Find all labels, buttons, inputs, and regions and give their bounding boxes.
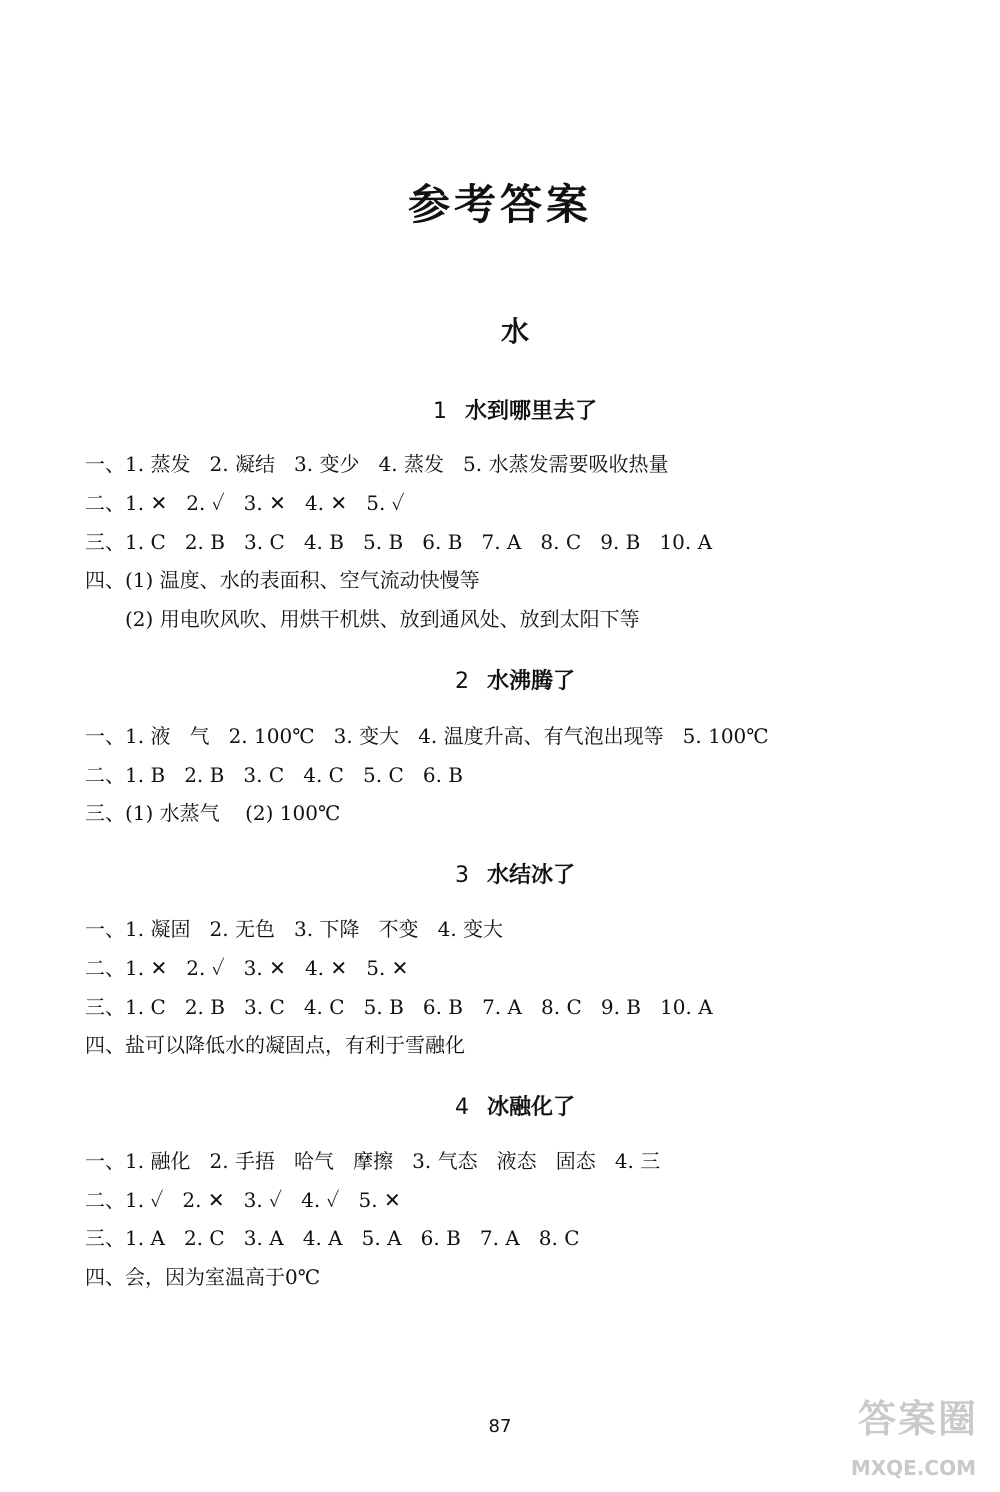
lesson-title: 水沸腾了: [486, 669, 575, 694]
lesson-number: 4: [454, 1095, 469, 1120]
lesson-title: 水结冰了: [486, 863, 575, 888]
answer-line: 一、1. 凝固 2. 无色 3. 下降 不变 4. 变大: [85, 917, 504, 941]
answer-line: 四、盐可以降低水的凝固点，有利于雪融化: [85, 1033, 465, 1057]
page-number: 87: [488, 1416, 512, 1437]
watermark-logo: [818, 1388, 978, 1480]
answer-line: 二、1. ✕ 2. ✓ 3. ✕ 4. ✕ 5. ✕: [85, 956, 409, 980]
answer-line: 三、(1) 水蒸气 (2) 100℃: [85, 801, 341, 825]
unit-heading: 水: [500, 315, 529, 348]
answer-line: 三、1. C 2. B 3. C 4. B 5. B 6. B 7. A 8. C 9. B 10. A: [85, 530, 713, 554]
lesson-title: 水到哪里去了: [464, 399, 597, 424]
answer-line: 四、会，因为室温高于0℃: [85, 1265, 321, 1289]
lesson-number: 2: [454, 669, 469, 694]
answer-line: 一、1. 融化 2. 手捂 哈气 摩擦 3. 气态 液态 固态 4. 三: [85, 1149, 661, 1173]
answer-line: 二、1. ✕ 2. ✓ 3. ✕ 4. ✕ 5. ✓: [85, 491, 405, 515]
answer-line: 一、1. 液 气 2. 100℃ 3. 变大 4. 温度升高、有气泡出现等 5. 100℃: [85, 724, 769, 748]
lesson-title: 冰融化了: [486, 1095, 575, 1120]
watermark-url: MXQE.COM: [850, 1456, 976, 1480]
lesson-heading-2: [0, 664, 1000, 695]
lesson-heading-3: [0, 858, 1000, 889]
answer-line: (2) 用电吹风吹、用烘干机烘、放到通风处、放到太阳下等: [125, 607, 640, 631]
watermark-main: 答案圈: [857, 1397, 978, 1441]
lesson-heading-4: [0, 1090, 1000, 1121]
lesson-number: 3: [454, 863, 469, 888]
answer-line: 二、1. ✓ 2. ✕ 3. ✓ 4. ✓ 5. ✕: [85, 1188, 401, 1212]
answer-line: 三、1. C 2. B 3. C 4. C 5. B 6. B 7. A 8. C 9. B 10. A: [85, 995, 713, 1019]
answer-line: 一、1. 蒸发 2. 凝结 3. 变少 4. 蒸发 5. 水蒸发需要吸收热量: [85, 452, 669, 476]
lesson-heading-1: [0, 394, 1000, 425]
lesson-number: 1: [432, 399, 447, 424]
answer-line: 二、1. B 2. B 3. C 4. C 5. C 6. B: [85, 763, 463, 787]
answer-line: 四、(1) 温度、水的表面积、空气流动快慢等: [85, 568, 480, 592]
page-title: 参考答案: [407, 180, 592, 229]
answer-line: 三、1. A 2. C 3. A 4. A 5. A 6. B 7. A 8. C: [85, 1226, 580, 1250]
